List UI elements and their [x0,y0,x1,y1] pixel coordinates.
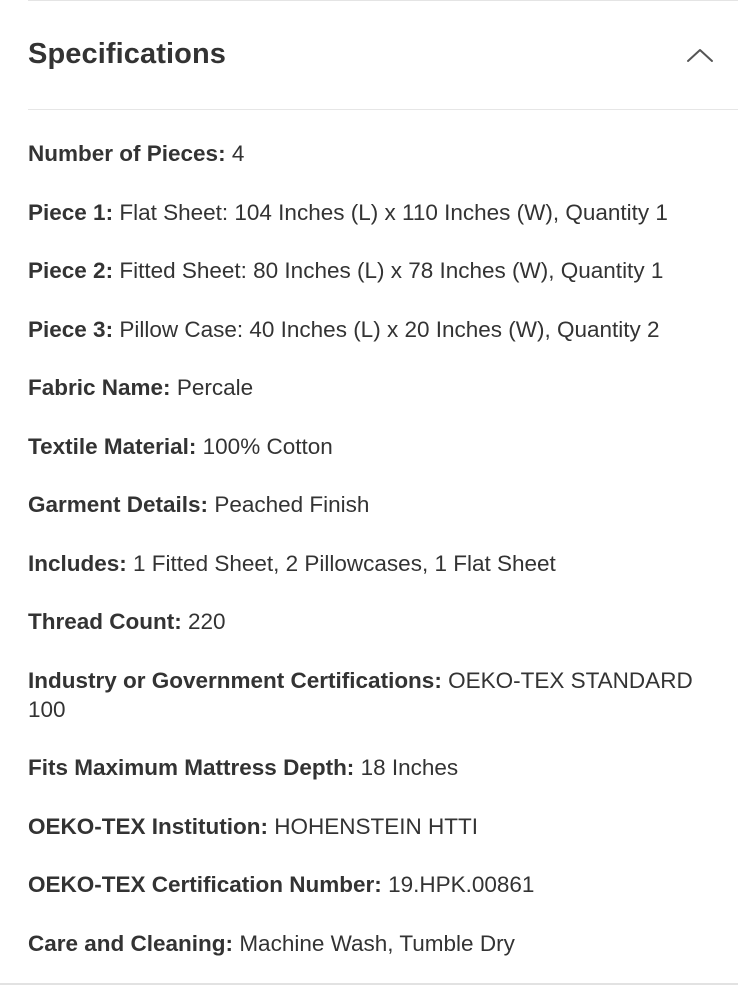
spec-piece-2 [28,256,722,285]
spec-value: 220 [188,609,226,634]
spec-value: 19.HPK.00861 [388,872,535,897]
spec-label: Piece 3: [28,316,114,342]
section-title: Specifications [28,37,227,70]
spec-value: Fitted Sheet: 80 Inches (L) x 78 Inches (W), Quantity 1 [119,258,664,283]
spec-label: Industry or Government Certifications: [28,667,442,693]
spec-fabric-name [28,373,722,402]
spec-value: OEKO-TEX STANDARD 100 [28,667,693,722]
spec-label: Piece 2: [28,258,114,283]
spec-value: Flat Sheet: 104 Inches (L) x 110 Inches (W), Quantity 1 [119,199,668,225]
spec-value: 1 Fitted Sheet, 2 Pillowcases, 1 Flat Sheet [133,550,556,576]
spec-label: Care and Cleaning: [28,930,234,956]
spec-value: 100% Cotton [202,433,333,459]
spec-label: Fabric Name: [28,375,171,400]
specifications-list [28,139,722,987]
bottom-divider [0,983,738,985]
spec-label: Garment Details: [28,492,209,517]
spec-piece-3 [28,315,722,344]
spec-label: Fits Maximum Mattress Depth: [28,755,355,780]
spec-value: 4 [231,141,245,166]
spec-textile-material [28,432,722,461]
spec-label: Piece 1: [28,199,114,225]
spec-certifications [28,666,722,724]
spec-value: Pillow Case: 40 Inches (L) x 20 Inches (W), Quantity 2 [119,316,660,342]
specifications-accordion-header[interactable] [28,1,738,110]
spec-number-of-pieces [28,139,722,168]
spec-thread-count [28,607,722,636]
collapse-toggle[interactable] [680,35,720,75]
spec-oeko-tex-certification-number [28,870,722,899]
chevron-up-icon [686,47,714,63]
spec-includes [28,549,722,578]
spec-value: Percale [176,375,254,400]
spec-value: Peached Finish [214,492,370,517]
spec-value: Machine Wash, Tumble Dry [239,930,515,956]
spec-label: Textile Material: [28,433,197,459]
spec-max-mattress-depth [28,753,722,782]
spec-label: Number of Pieces: [28,141,226,166]
spec-care-and-cleaning [28,929,722,958]
spec-value: 18 Inches [360,755,459,780]
spec-piece-1 [28,198,722,227]
spec-value: HOHENSTEIN HTTI [274,813,479,839]
spec-label: OEKO-TEX Institution: [28,813,268,839]
spec-garment-details [28,490,722,519]
spec-oeko-tex-institution [28,812,722,841]
spec-label: OEKO-TEX Certification Number: [28,872,382,897]
spec-label: Includes: [28,550,127,576]
spec-label: Thread Count: [28,609,182,634]
